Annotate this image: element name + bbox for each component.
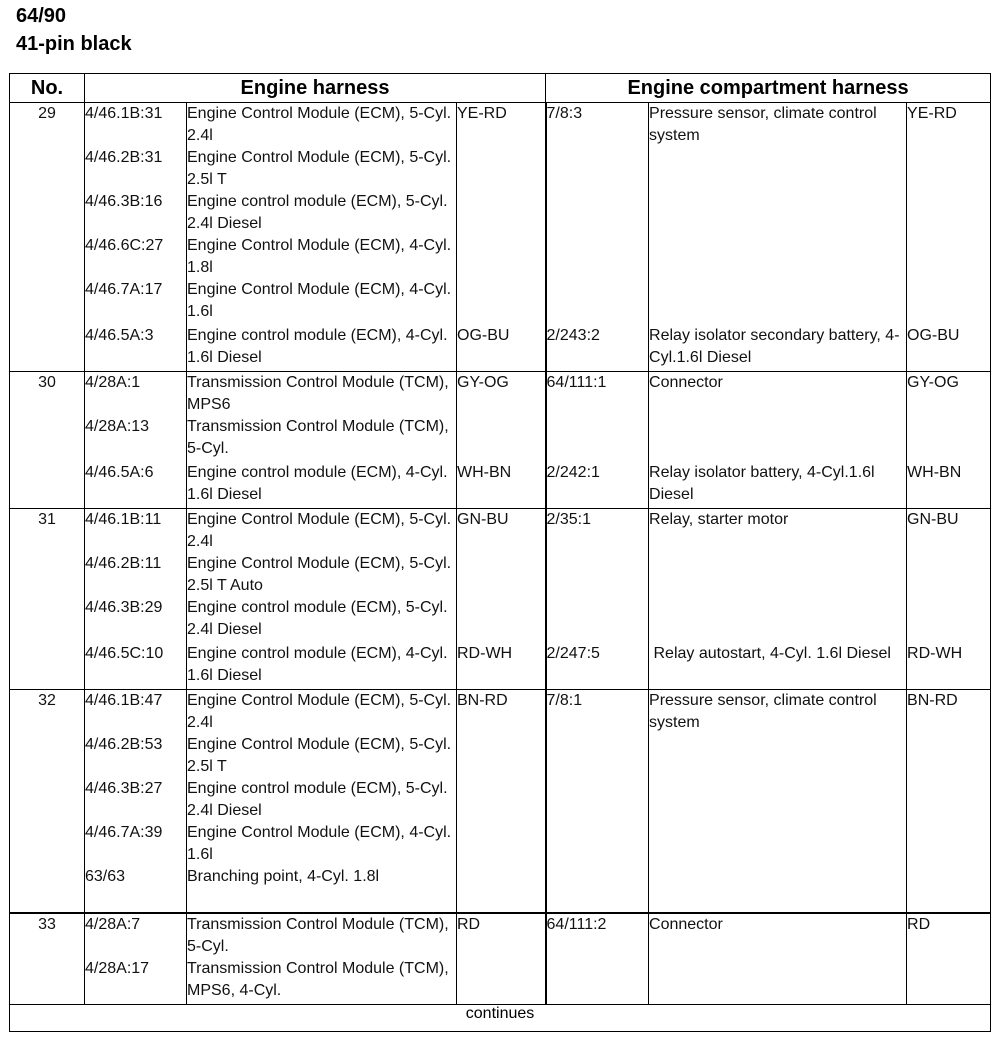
engine-component-code: 4/46.7A:17 [85, 281, 163, 298]
engine-component-code: 4/28A:1 [85, 374, 141, 391]
engine-component-description: Engine control module (ECM), 4-Cyl. 1.6l Diesel [187, 464, 448, 503]
engine-descriptions [187, 103, 457, 326]
engine-component-code: 4/46.5C:10 [85, 645, 164, 662]
engine-wire-color: GN-BU [457, 509, 546, 644]
pin-number: 29 [10, 103, 85, 372]
engine-wire-color: YE-RD [457, 103, 546, 326]
engine-component-description: Engine control module (ECM), 5-Cyl. 2.4l Diesel [187, 193, 448, 232]
engine-component-code: 4/46.3B:16 [85, 193, 163, 210]
pin-group-33 [10, 913, 991, 1005]
engine-component-description: Engine control module (ECM), 5-Cyl. 2.4l Diesel [187, 599, 448, 638]
table-row [10, 372, 991, 463]
engine-component-description: Transmission Control Module (TCM), 5-Cyl. [187, 916, 449, 955]
engine-descriptions [187, 913, 457, 1005]
pin-group-30 [10, 372, 991, 509]
compartment-component-description: Relay isolator battery, 4-Cyl.1.6l Diesel [649, 462, 907, 509]
engine-descriptions [187, 509, 457, 644]
engine-component-description: Transmission Control Module (TCM), 5-Cyl. [187, 418, 449, 457]
table-row [10, 643, 991, 690]
engine-codes [85, 325, 187, 372]
compartment-component-code: 2/243:2 [546, 325, 649, 372]
pin-number: 31 [10, 509, 85, 690]
engine-component-code: 4/46.5A:3 [85, 327, 154, 344]
compartment-component-code: 7/8:1 [546, 690, 649, 914]
engine-codes [85, 372, 187, 463]
engine-component-description: Engine Control Module (ECM), 5-Cyl. 2.5l T Auto [187, 555, 452, 594]
compartment-wire-color: GN-BU [907, 509, 991, 644]
engine-component-description: Branching point, 4-Cyl. 1.8l [187, 868, 380, 885]
compartment-component-description: Pressure sensor, climate control system [649, 690, 907, 914]
engine-descriptions [187, 643, 457, 690]
engine-wire-color: BN-RD [457, 690, 546, 914]
engine-descriptions [187, 462, 457, 509]
engine-component-description: Engine Control Module (ECM), 5-Cyl. 2.4l [187, 511, 452, 550]
connector-description: 41-pin black [16, 33, 132, 55]
engine-component-code: 4/46.2B:53 [85, 736, 163, 753]
engine-codes [85, 690, 187, 914]
engine-wire-color: RD-WH [457, 643, 546, 690]
engine-component-description: Engine Control Module (ECM), 5-Cyl. 2.5l T [187, 736, 452, 775]
pin-table [9, 73, 991, 1032]
engine-wire-color: OG-BU [457, 325, 546, 372]
footer-row [10, 1005, 991, 1032]
table-row [10, 462, 991, 509]
table-row [10, 509, 991, 644]
engine-component-code: 4/46.3B:29 [85, 599, 163, 616]
compartment-component-description: Relay autostart, 4-Cyl. 1.6l Diesel [649, 643, 907, 690]
table-row [10, 913, 991, 1005]
header-no: No. [10, 74, 85, 103]
engine-component-description: Transmission Control Module (TCM), MPS6, 4-Cyl. [187, 960, 449, 999]
engine-component-description: Engine control module (ECM), 4-Cyl. 1.6l Diesel [187, 645, 448, 684]
compartment-component-code: 64/111:1 [546, 372, 649, 463]
engine-wire-color: RD [457, 913, 546, 1005]
compartment-component-code: 64/111:2 [546, 913, 649, 1005]
engine-component-code: 4/46.1B:11 [85, 511, 162, 528]
engine-component-code: 4/28A:17 [85, 960, 150, 977]
pin-number: 32 [10, 690, 85, 914]
compartment-component-description: Relay isolator secondary battery, 4-Cyl.1.6l Diesel [649, 325, 907, 372]
compartment-component-description: Relay, starter motor [649, 509, 907, 644]
compartment-wire-color: RD-WH [907, 643, 991, 690]
compartment-wire-color: OG-BU [907, 325, 991, 372]
engine-component-description: Engine Control Module (ECM), 4-Cyl. 1.6l [187, 281, 452, 320]
engine-codes [85, 913, 187, 1005]
engine-component-code: 4/46.1B:47 [85, 692, 163, 709]
engine-component-code: 4/46.1B:31 [85, 105, 163, 122]
continues-note: continues [10, 1005, 991, 1032]
engine-component-code: 4/46.2B:11 [85, 555, 162, 572]
engine-component-description: Engine control module (ECM), 4-Cyl. 1.6l Diesel [187, 327, 448, 366]
pin-number: 30 [10, 372, 85, 509]
engine-component-description: Engine Control Module (ECM), 5-Cyl. 2.4l [187, 105, 452, 144]
connector-id: 64/90 [16, 5, 67, 27]
compartment-wire-color: WH-BN [907, 462, 991, 509]
pin-group-29 [10, 103, 991, 372]
engine-descriptions [187, 690, 457, 914]
engine-wire-color: WH-BN [457, 462, 546, 509]
compartment-component-code: 2/247:5 [546, 643, 649, 690]
compartment-wire-color: BN-RD [907, 690, 991, 914]
engine-component-code: 4/46.3B:27 [85, 780, 163, 797]
compartment-component-code: 2/35:1 [546, 509, 649, 644]
compartment-component-description: Pressure sensor, climate control system [649, 103, 907, 326]
header-engine-harness: Engine harness [85, 74, 546, 103]
table-row [10, 325, 991, 372]
engine-descriptions [187, 325, 457, 372]
engine-component-code: 4/46.6C:27 [85, 237, 164, 254]
engine-descriptions [187, 372, 457, 463]
engine-codes [85, 462, 187, 509]
engine-component-code: 4/46.2B:31 [85, 149, 163, 166]
compartment-wire-color: RD [907, 913, 991, 1005]
engine-codes [85, 103, 187, 326]
pin-group-31 [10, 509, 991, 690]
compartment-component-code: 2/242:1 [546, 462, 649, 509]
compartment-component-code: 7/8:3 [546, 103, 649, 326]
engine-component-description: Engine Control Module (ECM), 4-Cyl. 1.8l [187, 237, 452, 276]
engine-component-code: 4/46.5A:6 [85, 464, 154, 481]
compartment-component-description: Connector [649, 372, 907, 463]
engine-codes [85, 643, 187, 690]
engine-component-description: Transmission Control Module (TCM), MPS6 [187, 374, 449, 413]
engine-component-code: 4/46.7A:39 [85, 824, 163, 841]
engine-wire-color: GY-OG [457, 372, 546, 463]
compartment-wire-color: YE-RD [907, 103, 991, 326]
compartment-wire-color: GY-OG [907, 372, 991, 463]
engine-component-code: 4/28A:13 [85, 418, 150, 435]
pin-group-32 [10, 690, 991, 914]
engine-component-description: Engine Control Module (ECM), 4-Cyl. 1.6l [187, 824, 452, 863]
table-header-row [10, 74, 991, 103]
table-row [10, 103, 991, 326]
engine-component-code: 4/28A:7 [85, 916, 141, 933]
engine-component-description: Engine control module (ECM), 5-Cyl. 2.4l Diesel [187, 780, 448, 819]
engine-component-description: Engine Control Module (ECM), 5-Cyl. 2.4l [187, 692, 452, 731]
engine-component-code: 63/63 [85, 868, 126, 885]
engine-component-description: Engine Control Module (ECM), 5-Cyl. 2.5l T [187, 149, 452, 188]
table-row [10, 690, 991, 914]
pin-number: 33 [10, 913, 85, 1005]
compartment-component-description: Connector [649, 913, 907, 1005]
engine-codes [85, 509, 187, 644]
header-engine-compartment-harness: Engine compartment harness [546, 74, 991, 103]
